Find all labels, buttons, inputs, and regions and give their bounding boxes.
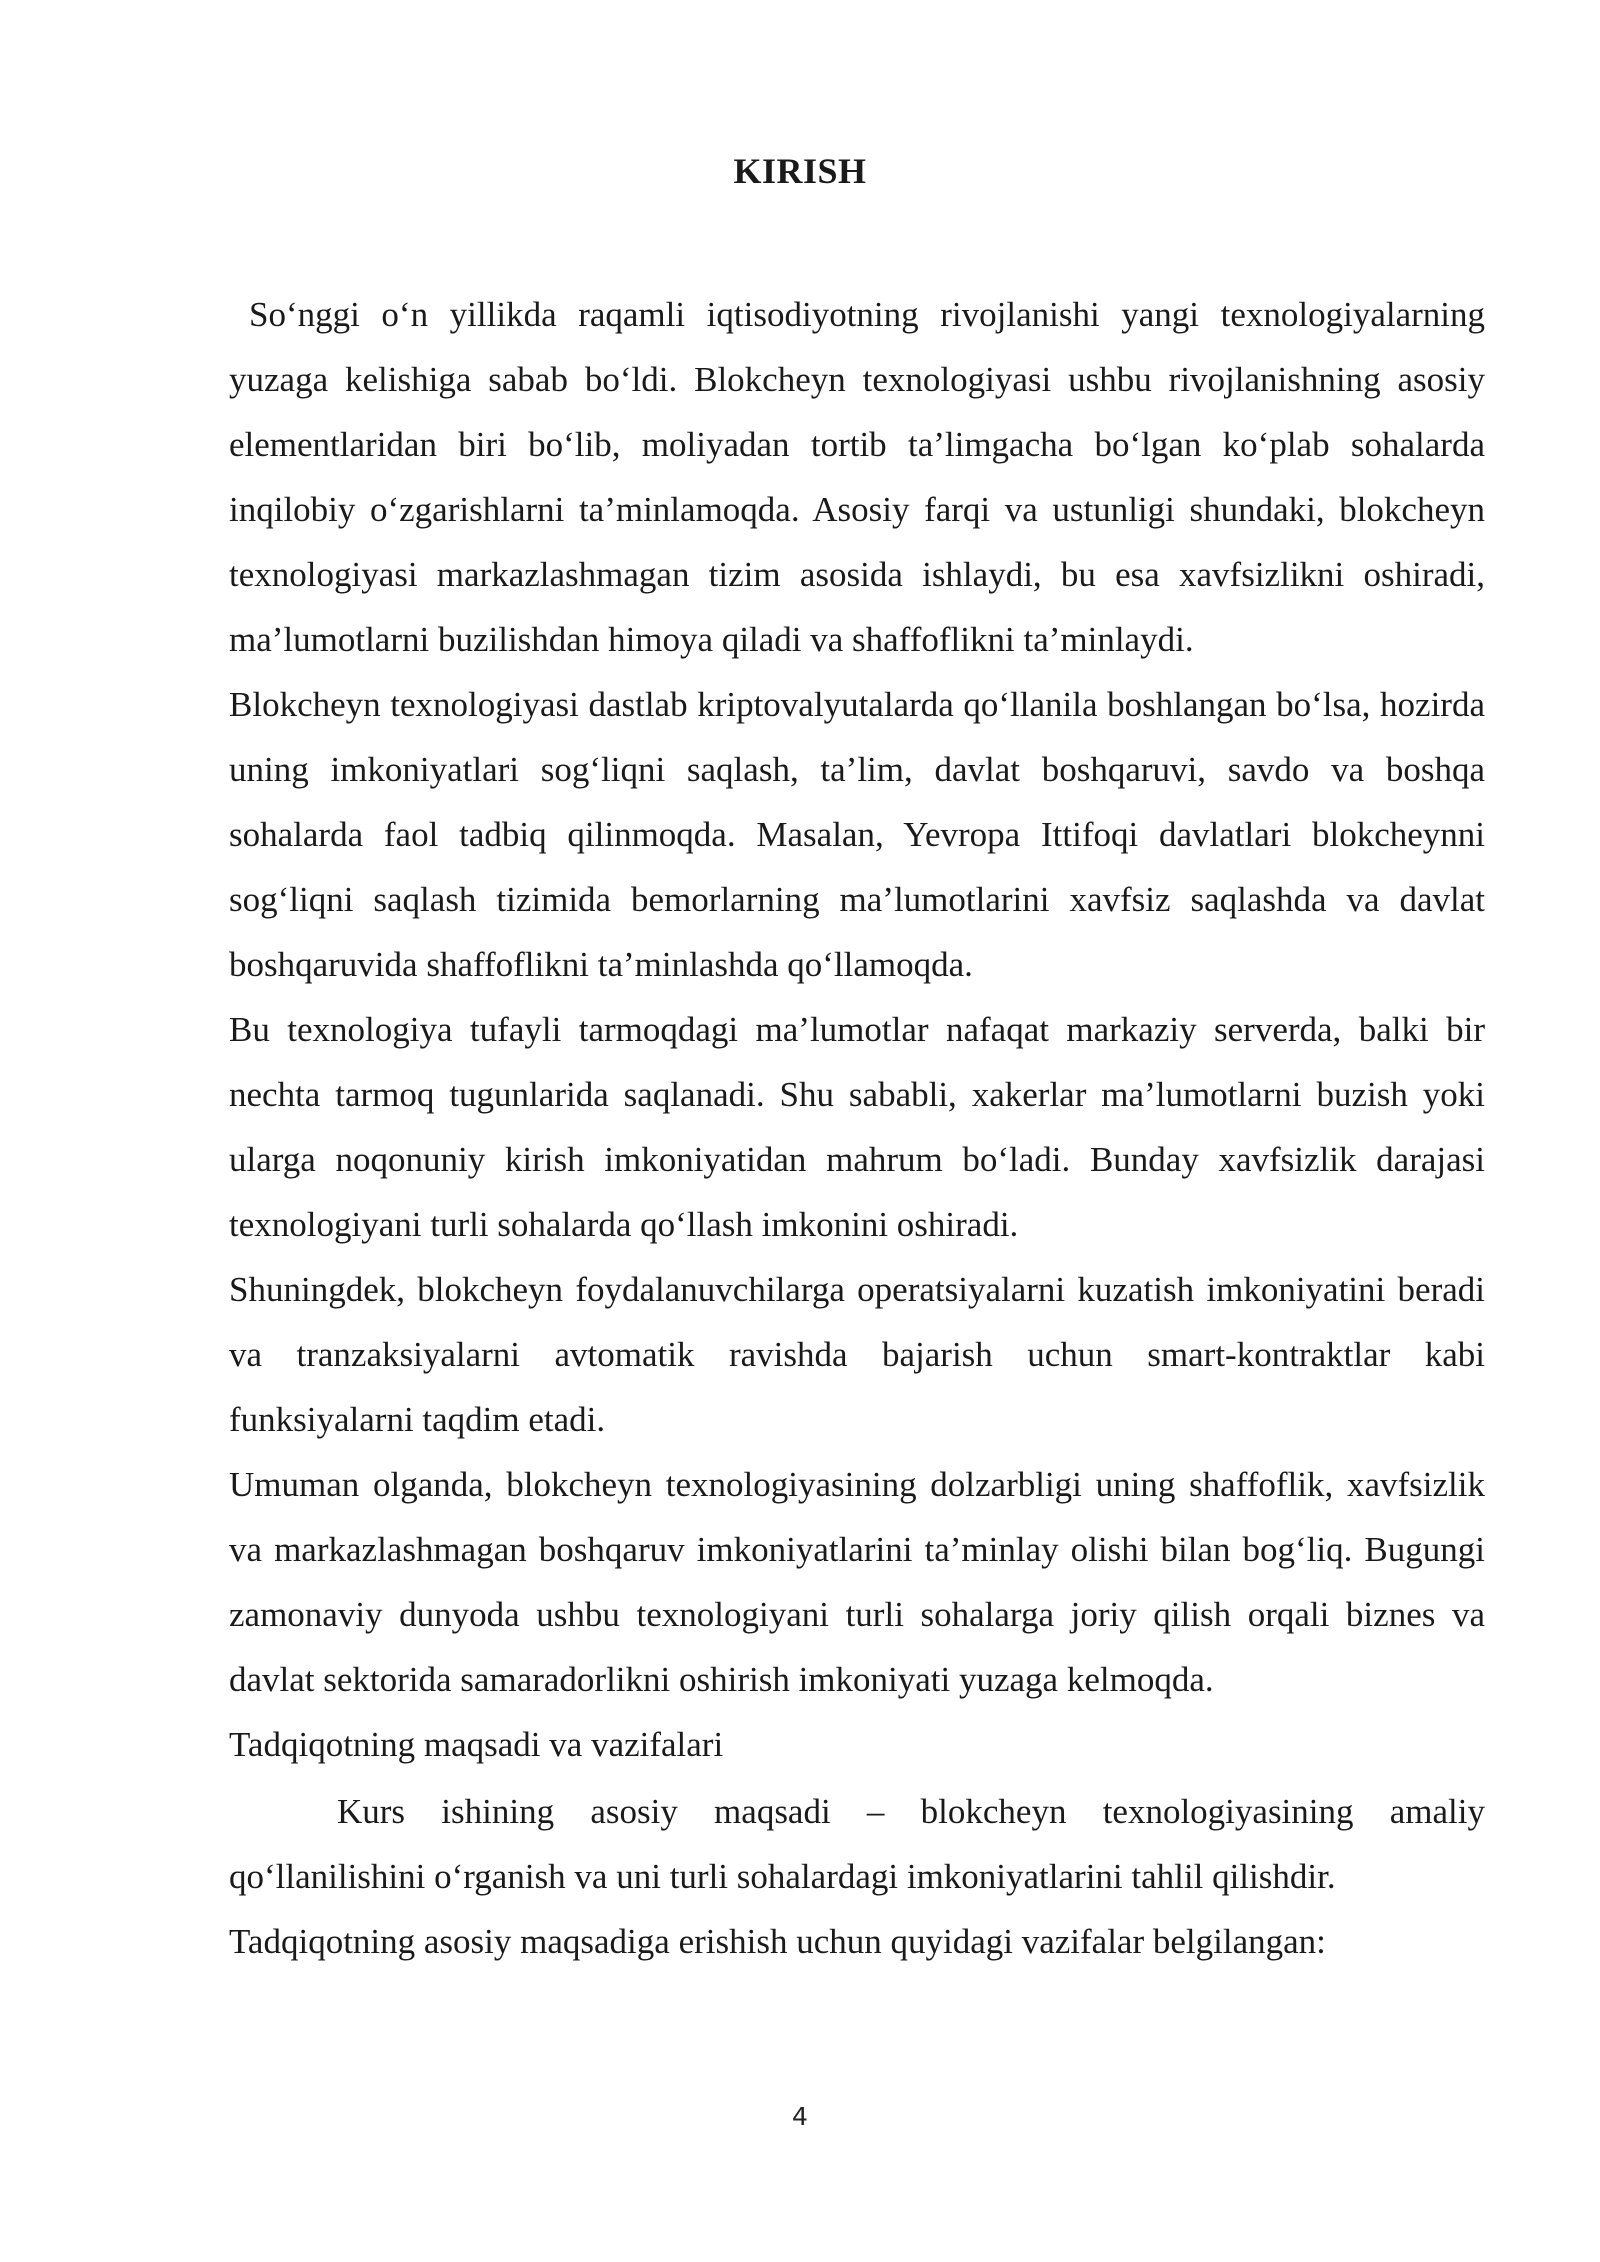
page-number: 4 (792, 2102, 808, 2131)
paragraph-crypto-origins: Blokcheyn texnologiyasi dastlab kriptovalyutalarda qo‘llanila boshlangan bo‘lsa, hozirda uning imkoniyatlari sog‘liqni saqlash, ta’lim, davlat boshqaruvi, savdo va boshqa sohalarda faol tadbiq qilinmoqda. Masalan, Yevropa Ittifoqi davlatlari blokcheynni sog‘liqni saqlash tizimida bemorlarning ma’lumotlarini xavfsiz saqlashda va davlat boshqaruvida shaffoflikni ta’minlashda qo‘llamoqda. (229, 685, 1485, 984)
paragraph-smart-contracts: Shuningdek, blokcheyn foydalanuvchilarga operatsiyalarni kuzatish imkoniyatini beradi va tranzaksiyalarni avtomatik ravishda bajarish uchun smart-kontraktlar kabi funksiyalarni taqdim etadi. (229, 1270, 1485, 1439)
document-body (229, 282, 1485, 1974)
paragraph-intro: So‘nggi o‘n yillikda raqamli iqtisodiyotning rivojlanishi yangi texnologiyalarning yuzaga kelishiga sabab bo‘ldi. Blokcheyn texnologiyasi ushbu rivojlanishning asosiy elementlaridan biri bo‘lib, moliyadan tortib ta’limgacha bo‘lgan ko‘plab sohalarda inqilobiy o‘zgarishlarni ta’minlamoqda. Asosiy farqi va ustunligi shundaki, blokcheyn texnologiyasi markazlashmagan tizim asosida ishlaydi, bu esa xavfsizlikni oshiradi, ma’lumotlarni buzilishdan himoya qiladi va shaffoflikni ta’minlaydi. (229, 295, 1485, 659)
paragraph-summary: Umuman olganda, blokcheyn texnologiyasining dolzarbligi uning shaffoflik, xavfsizlik va markazlashmagan boshqaruv imkoniyatlarini ta’minlay olishi bilan bog‘liq. Bugungi zamonaviy dunyoda ushbu texnologiyani turli sohalarga joriy qilish orqali biznes va davlat sektorida samaradorlikni oshirish imkoniyati yuzaga kelmoqda. (229, 1465, 1485, 1699)
paragraph-goal: Kurs ishining asosiy maqsadi – blokcheyn texnologiyasining amaliy qo‘llanilishini o‘rganish va uni turli sohalardagi imkoniyatlarini tahlil qilishdir. (229, 1792, 1485, 1896)
section-heading: Tadqiqotning maqsadi va vazifalari (229, 1725, 724, 1764)
paragraph-tasks-intro: Tadqiqotning asosiy maqsadiga erishish uchun quyidagi vazifalar belgilangan: (229, 1922, 1326, 1961)
paragraph-distributed-storage: Bu texnologiya tufayli tarmoqdagi ma’lumotlar nafaqat markaziy serverda, balki bir nechta tarmoq tugunlarida saqlanadi. Shu sababli, xakerlar ma’lumotlarni buzish yoki ularga noqonuniy kirish imkoniyatidan mahrum bo‘ladi. Bunday xavfsizlik darajasi texnologiyani turli sohalarda qo‘llash imkonini oshiradi. (229, 1010, 1485, 1244)
page-title: KIRISH (733, 151, 867, 191)
